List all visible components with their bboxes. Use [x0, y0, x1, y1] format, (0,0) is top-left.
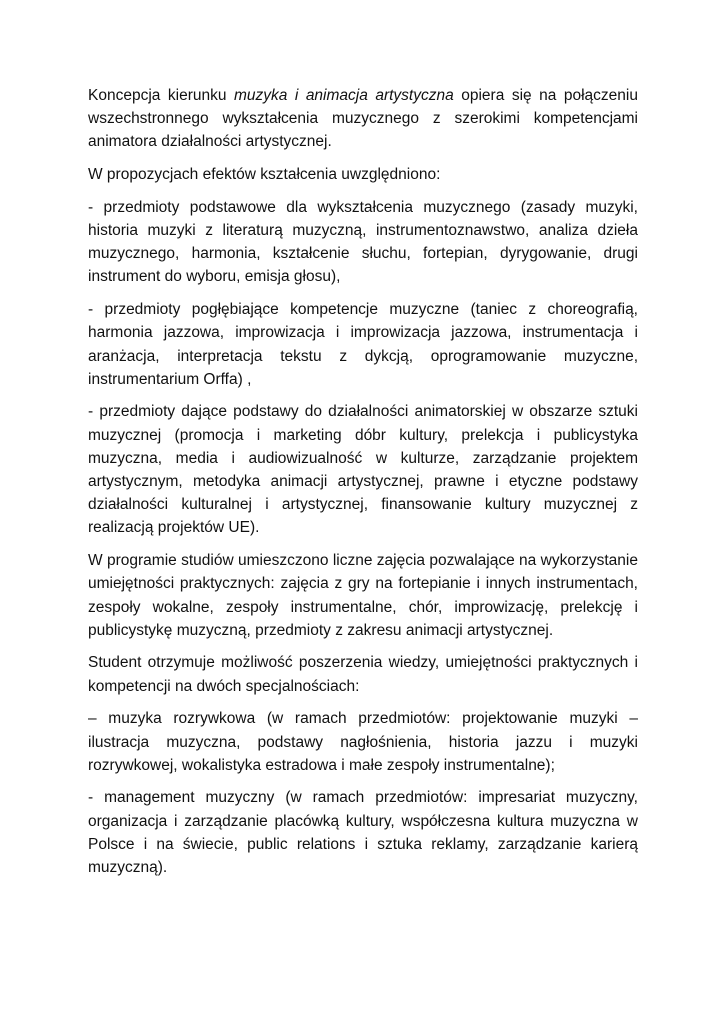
list-item-basic-subjects: - przedmioty podstawowe dla wykształcenia muzycznego (zasady muzyki, historia muzyki z literaturą muzyczną, instrumentoznawstwo, analiza dzieła muzycznego, harmonia, kształcenie słuchu, fortepian, dyrygowanie, drugi instrument do wyboru, emisja głosu),	[88, 198, 638, 286]
intro-text-after: opiera się na połączeniu wszechstronnego wykształcenia muzycznego z szerokimi kompetencjami animatora działalności artystycznej.	[88, 87, 638, 151]
program-name: muzyka i animacja artystyczna	[233, 87, 454, 104]
list-item-music-management: - management muzyczny (w ramach przedmiotów: impresariat muzyczny, organizacja i zarządzanie placówką kultury, współczesna kultura muzyczna w Polsce i na świecie, public relations i sztuka reklamy, zarządzanie karierą muzyczną).	[88, 789, 638, 877]
paragraph-specializations: Student otrzymuje możliwość poszerzenia wiedzy, umiejętności praktycznych i kompetencji na dwóch specjalnościach:	[88, 654, 638, 695]
paragraph-intro	[88, 84, 638, 154]
paragraph-learning-outcomes: W propozycjach efektów kształcenia uwzględniono:	[88, 166, 441, 184]
list-item-popular-music: – muzyka rozrywkowa (w ramach przedmiotów: projektowanie muzyki – ilustracja muzyczna, podstawy nagłośnienia, historia jazzu i muzyki rozrywkowej, wokalistyka estradowa i małe zespoły instrumentalne);	[88, 710, 638, 774]
paragraph-practical-classes: W programie studiów umieszczono liczne zajęcia pozwalające na wykorzystanie umiejętności praktycznych: zajęcia z gry na fortepianie i innych instrumentach, zespoły wokalne, zespoły instrumentalne, chór, improwizację, prelekcję i publicystykę muzyczną, przedmioty z zakresu animacji artystycznej.	[88, 552, 638, 639]
intro-text-before: Koncepcja kierunku	[88, 87, 234, 104]
document-page	[88, 84, 638, 889]
list-item-animation-subjects: - przedmioty dające podstawy do działalności animatorskiej w obszarze sztuki muzycznej (promocja i marketing dóbr kultury, prelekcja i publicystyka muzyczna, media i audiowizualność w kulturze, zarządzanie projektem artystycznym, metodyka animacji artystycznej, prawne i etyczne podstawy działalności kulturalnej i artystycznej, finansowanie kultury muzycznej z realizacją projektów UE).	[88, 403, 638, 537]
list-item-advanced-subjects: - przedmioty pogłębiające kompetencje muzyczne (taniec z choreografią, harmonia jazzowa, improwizacja i improwizacja jazzowa, instrumentacja i aranżacja, interpretacja tekstu z dykcją, oprogramowanie muzyczne, instrumentarium Orffa) ,	[88, 301, 638, 388]
